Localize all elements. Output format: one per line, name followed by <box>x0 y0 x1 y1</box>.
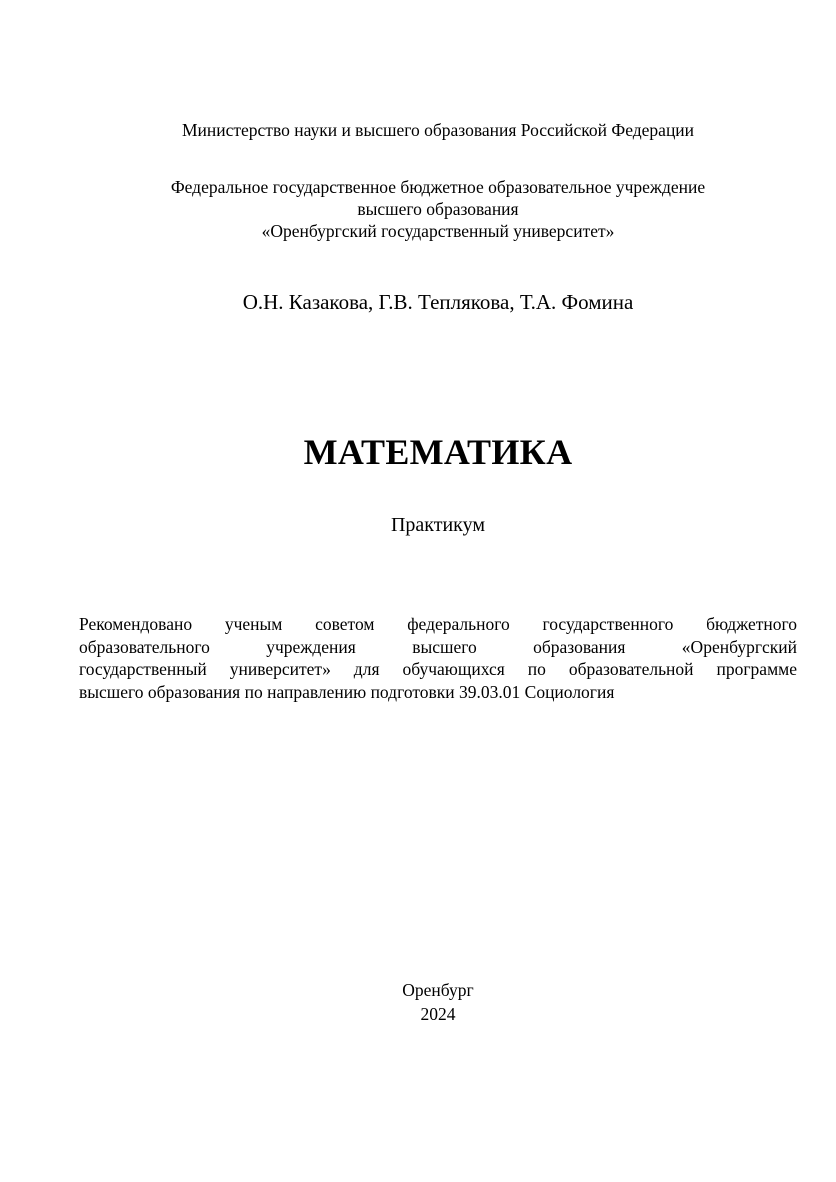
document-title: МАТЕМАТИКА <box>303 432 573 472</box>
institution-line-1: Федеральное государственное бюджетное образовательное учреждение <box>170 177 706 197</box>
recommendation-line-1: Рекомендовано ученым советом федерального государственного бюджетного <box>79 614 797 634</box>
institution-line-3: «Оренбургский государственный университет» <box>261 221 615 241</box>
recommendation-line-2: образовательного учреждения высшего образования «Оренбургский <box>79 636 797 657</box>
authors: О.Н. Казакова, Г.В. Теплякова, Т.А. Фомина <box>242 290 634 314</box>
institution-line-2: высшего образования <box>357 199 519 219</box>
document-subtitle: Практикум <box>390 514 486 536</box>
recommendation-line-4: высшего образования по направлению подготовки 39.03.01 Социология <box>79 681 615 702</box>
recommendation-paragraph <box>79 613 797 703</box>
ministry-heading: Министерство науки и высшего образования Российской Федерации <box>181 120 695 140</box>
publication-year: 2024 <box>420 1004 456 1024</box>
recommendation-line-3: государственный университет» для обучающихся по образовательной программе <box>79 659 797 679</box>
publication-city: Оренбург <box>402 980 474 1000</box>
institution-block <box>0 176 836 242</box>
